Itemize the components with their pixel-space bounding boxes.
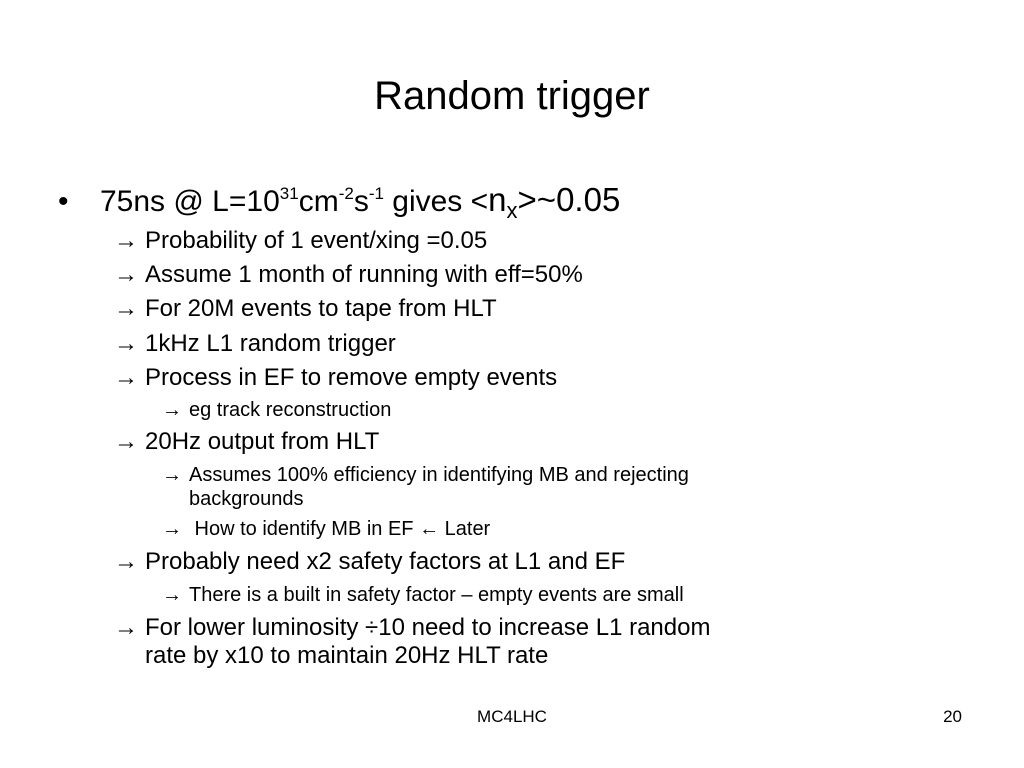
sub-list-item-text: There is a built in safety factor – empty events are small xyxy=(189,584,684,606)
arrow-right-icon: → xyxy=(162,584,182,606)
bullet-sub-x: x xyxy=(506,198,518,223)
arrow-right-icon: → xyxy=(114,428,138,455)
sub-list-item-text: How to identify MB in EF xyxy=(189,518,420,540)
bullet-sup-1: 31 xyxy=(279,184,299,203)
bullet-text-1: 75ns @ L=10 xyxy=(100,185,280,218)
slide-title: Random trigger xyxy=(374,74,650,118)
arrow-right-icon: → xyxy=(114,548,138,575)
list-item xyxy=(114,330,396,358)
list-item-text: Process in EF to remove empty events xyxy=(145,364,558,391)
bullet-marker: • xyxy=(58,185,69,218)
list-item-text: For 20M events to tape from HLT xyxy=(145,295,497,322)
bullet-text-5: >~0.05 xyxy=(517,181,621,218)
bullet-sup-3: -1 xyxy=(368,184,384,203)
arrow-right-icon: → xyxy=(114,261,138,288)
list-item-text: For lower luminosity ÷10 need to increase L1 random xyxy=(145,614,711,641)
sub-list-item-text: eg track reconstruction xyxy=(189,399,392,421)
list-item-text: Assume 1 month of running with eff=50% xyxy=(145,261,583,288)
sub-list-item xyxy=(162,463,689,488)
bullet-sup-2: -2 xyxy=(338,184,354,203)
arrow-right-icon: → xyxy=(114,614,138,641)
list-item xyxy=(114,227,487,255)
list-item xyxy=(114,364,557,392)
list-item xyxy=(114,614,710,642)
list-item-text: 20Hz output from HLT xyxy=(145,428,380,455)
bullet-text-3: s xyxy=(353,185,369,218)
sub-list-item xyxy=(162,398,391,423)
arrow-right-icon: → xyxy=(162,518,182,540)
page-number: 20 xyxy=(943,707,962,726)
arrow-right-icon: → xyxy=(162,464,182,486)
list-item xyxy=(114,428,379,456)
arrow-left-icon: ← xyxy=(419,518,440,540)
list-item-text: Probably need x2 safety factors at L1 and EF xyxy=(145,548,626,575)
list-item xyxy=(114,295,497,323)
main-bullet xyxy=(58,181,621,223)
sub-list-item-text-end: Later xyxy=(439,518,491,540)
bullet-text-4: gives < xyxy=(383,185,489,218)
arrow-right-icon: → xyxy=(114,227,138,254)
list-item-continuation: rate by x10 to maintain 20Hz HLT rate xyxy=(145,642,549,669)
sub-list-item xyxy=(162,583,684,608)
arrow-right-icon: → xyxy=(114,330,138,357)
list-item xyxy=(114,261,583,289)
arrow-right-icon: → xyxy=(162,399,182,421)
sub-list-item-continuation: backgrounds xyxy=(189,488,304,510)
list-item xyxy=(114,548,625,576)
footer-title: MC4LHC xyxy=(477,707,547,726)
bullet-n: n xyxy=(488,181,507,218)
bullet-text-2: cm xyxy=(298,185,339,218)
list-item-text: Probability of 1 event/xing =0.05 xyxy=(145,227,488,254)
arrow-right-icon: → xyxy=(114,295,138,322)
list-item-text: 1kHz L1 random trigger xyxy=(145,330,396,357)
sub-list-item xyxy=(162,517,490,542)
arrow-right-icon: → xyxy=(114,364,138,391)
sub-list-item-text: Assumes 100% efficiency in identifying MB and rejecting xyxy=(189,464,689,486)
